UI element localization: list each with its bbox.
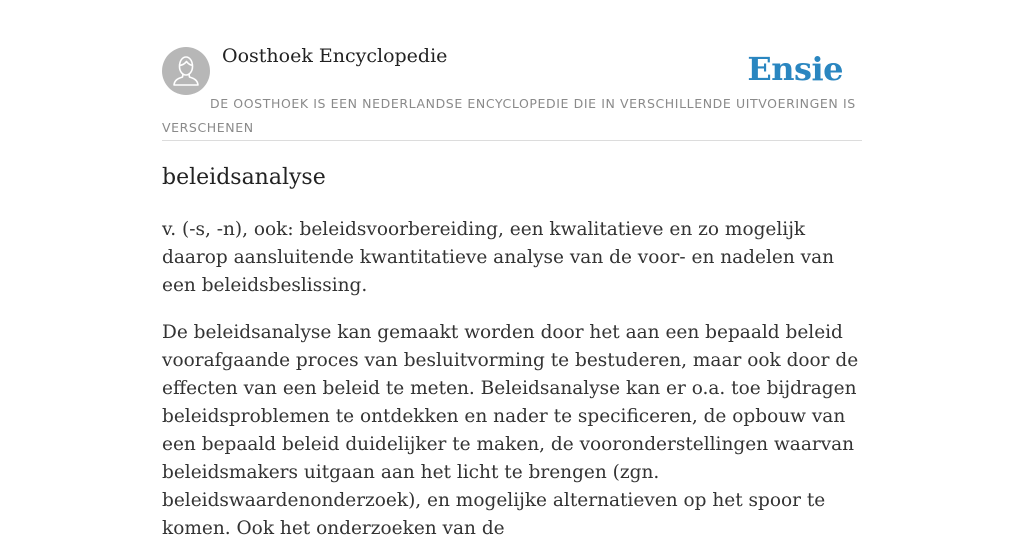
- brand-logo[interactable]: Ensie: [747, 50, 843, 88]
- source-header: [162, 40, 862, 141]
- source-description: DE OOSTHOEK IS EEN NEDERLANDSE ENCYCLOPEDIE DIE IN VERSCHILLENDE UITVOERINGEN IS VERSCHENEN: [162, 96, 856, 135]
- body-paragraph: De beleidsanalyse kan gemaakt worden door het aan een bepaald beleid voorafgaande proces van besluitvorming te bestuderen, maar ook door de effecten van een beleid te meten. Beleidsanalyse kan er o.a. toe bijdragen beleidsproblemen te ontdekken en nader te specificeren, de opbouw van een bepaald beleid duidelijker te maken, de vooronderstellingen waarvan beleidsmakers uitgaan aan het licht te brengen (zgn. beleidswaardenonderzoek), en mogelijke alternatieven op het spoor te komen. Ook het onderzoeken van de: [162, 322, 859, 539]
- article: [162, 160, 862, 543]
- entry-title: beleidsanalyse: [162, 165, 326, 190]
- definition-paragraph: v. (-s, -n), ook: beleidsvoorbereiding, een kwalitatieve en zo mogelijk daarop aansluitende kwantitatieve analyse van de voor- en nadelen van een beleidsbeslissing.: [162, 219, 835, 296]
- source-title[interactable]: Oosthoek Encyclopedie: [222, 45, 448, 67]
- user-silhouette-icon[interactable]: [162, 47, 210, 95]
